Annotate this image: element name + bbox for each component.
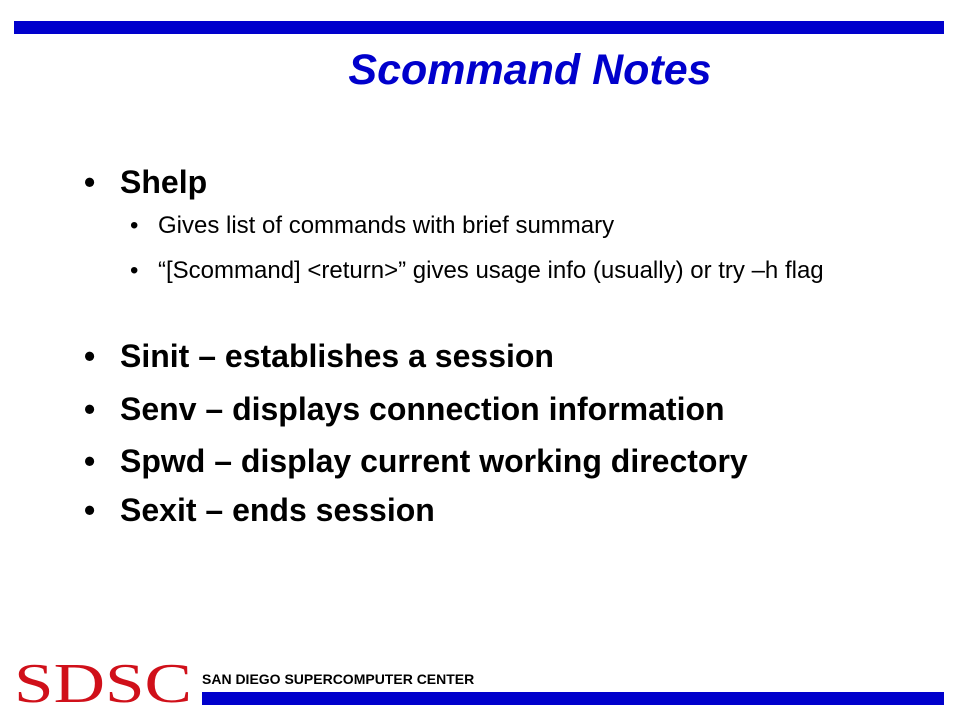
sub-bullet-label: “[Scommand] <return>” gives usage info (usually) or try –h flag (158, 257, 824, 284)
bullet-marker: • (84, 338, 96, 374)
sub-bullet-item (130, 211, 890, 240)
sub-bullet-marker: • (130, 257, 139, 284)
bullet-marker: • (84, 492, 96, 528)
bullet-marker: • (84, 391, 96, 427)
footer-center-name: SAN DIEGO SUPERCOMPUTER CENTER (202, 671, 475, 687)
sdsc-logo (14, 657, 194, 707)
bullet-label: Sinit – establishes a session (120, 338, 554, 374)
bottom-rule (202, 692, 944, 705)
bullet-label: Shelp (120, 164, 208, 200)
sub-bullet-item (130, 256, 890, 285)
bullet-label: Senv – displays connection information (120, 391, 725, 427)
sub-bullet-label: Gives list of commands with brief summary (158, 212, 615, 239)
bullet-label: Spwd – display current working directory (120, 443, 748, 479)
bullet-marker: • (84, 443, 96, 479)
bullet-label: Sexit – ends session (120, 492, 435, 528)
bullet-marker: • (84, 164, 96, 200)
top-rule (14, 21, 944, 34)
sub-bullet-marker: • (130, 212, 139, 239)
slide-title: Scommand Notes (348, 46, 712, 94)
sdsc-logo-text: SDSC (14, 657, 192, 707)
